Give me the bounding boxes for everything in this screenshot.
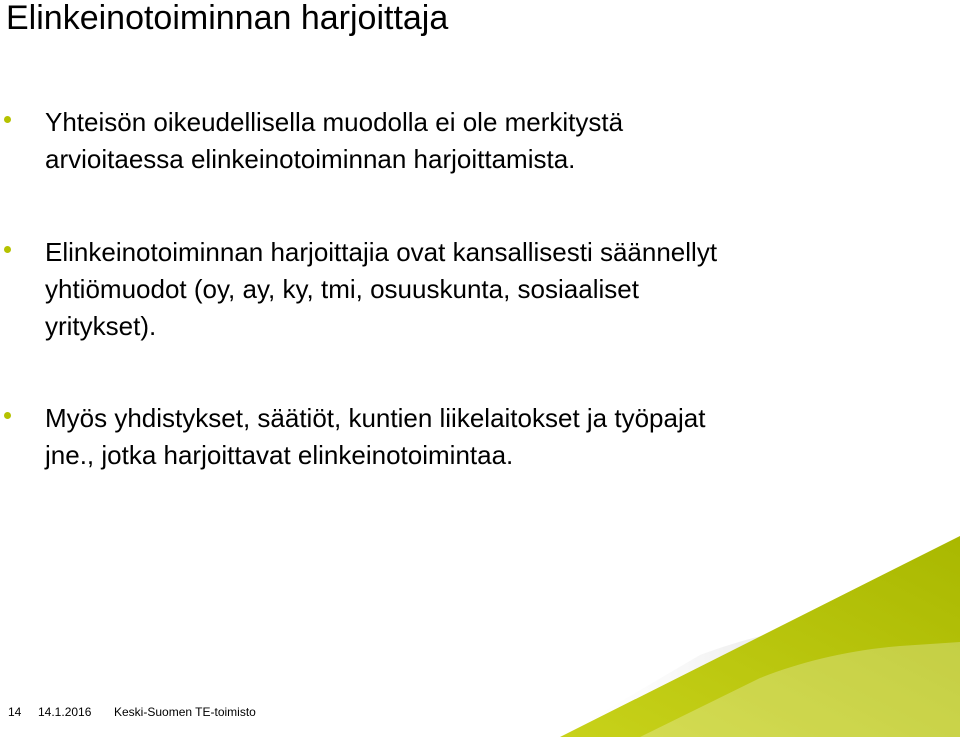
page-number: 14	[8, 705, 22, 719]
bullet-line: jne., jotka harjoittavat elinkeinotoimintaa.	[45, 440, 514, 470]
bullet-line: yhtiömuodot (oy, ay, ky, tmi, osuuskunta, sosiaaliset	[45, 274, 639, 304]
bullet-text	[45, 104, 623, 178]
slide-title: Elinkeinotoiminnan harjoittaja	[6, 0, 449, 37]
slide-footer	[8, 704, 256, 720]
bullet-line: arvioitaessa elinkeinotoiminnan harjoittamista.	[45, 144, 576, 174]
bullet-point-icon	[4, 116, 11, 123]
bullet-point-icon	[4, 246, 11, 253]
gray-overlay-shape	[640, 642, 960, 737]
bullet-line: Elinkeinotoiminnan harjoittajia ovat kansallisesti säännellyt	[45, 237, 718, 267]
bullet-line: Yhteisön oikeudellisella muodolla ei ole merkitystä	[45, 107, 624, 137]
bullet-line: Myös yhdistykset, säätiöt, kuntien liikelaitokset ja työpajat	[45, 403, 706, 433]
green-swoosh-shape	[560, 536, 960, 737]
bullet-point-icon	[4, 412, 11, 419]
bullet-text	[45, 234, 717, 345]
bullet-text	[45, 400, 705, 474]
bullet-line: yritykset).	[45, 311, 157, 341]
gray-swoosh-shape	[560, 612, 960, 737]
footer-organization: Keski-Suomen TE-toimisto	[114, 705, 256, 719]
footer-date: 14.1.2016	[38, 705, 92, 719]
